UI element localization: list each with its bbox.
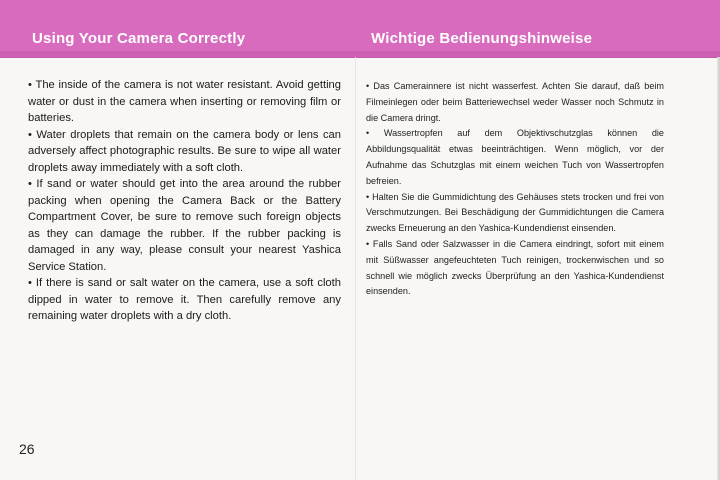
german-bullet-item: • Das Camerainnere ist nicht wasserfest. Achten Sie darauf, daß beim Filmeinlegen oder beim Batteriewechsel weder Wasser noch Schmutz in die Camera dringt. — [366, 81, 664, 123]
german-bullet-item: • Wassertropfen auf dem Objektivschutzglas können die Abbildungsqualität etwas beeinträchtigen. Wenn möglich, vor der Aufnahme das Schutzglas mit einem weichen Tuch von Wassertropfen befreien. — [366, 128, 664, 186]
english-bullet-item: • If sand or water should get into the area around the rubber packing when opening the Camera Back or the Battery Compartment Cover, be sure to remove such foreign objects as they can damage the rubber. If the rubber packing is damaged in any way, please consult your nearest Yashica Service Station. — [28, 178, 341, 273]
german-section-title: Wichtige Bedienungshinweise — [371, 30, 593, 47]
column-divider — [355, 57, 356, 480]
header-band — [0, 0, 720, 58]
english-bullet-item: • Water droplets that remain on the camera body or lens can adversely affect photographic results. Be sure to wipe all water droplets away immediately with a soft cloth. — [28, 128, 341, 174]
german-text-column — [366, 79, 664, 300]
page-number: 26 — [19, 441, 35, 457]
english-section-title: Using Your Camera Correctly — [32, 30, 246, 47]
german-bullet-item: • Falls Sand oder Salzwasser in die Camera eindringt, sofort mit einem mit Süßwasser angefeuchteten Tuch reinigen, trockenwischen und so schnell wie möglich zwecks Überprüfung an den Yashica-Kundendienst einsenden. — [366, 238, 664, 297]
english-bullet-item: • If there is sand or salt water on the camera, use a soft cloth dipped in water to remove it. Then carefully remove any remaining water droplets with a dry cloth. — [28, 277, 341, 322]
english-text-column — [28, 77, 341, 325]
english-bullet-item: • The inside of the camera is not water resistant. Avoid getting water or dust in the camera when inserting or removing film or batteries. — [28, 79, 341, 124]
german-bullet-item: • Halten Sie die Gummidichtung des Gehäuses stets trocken und frei von Verschmutzungen. Bei Beschädigung der Gummidichtungen die Camera zwecks Erneuerung an den Yashica-Kundendienst einsenden. — [366, 191, 664, 234]
